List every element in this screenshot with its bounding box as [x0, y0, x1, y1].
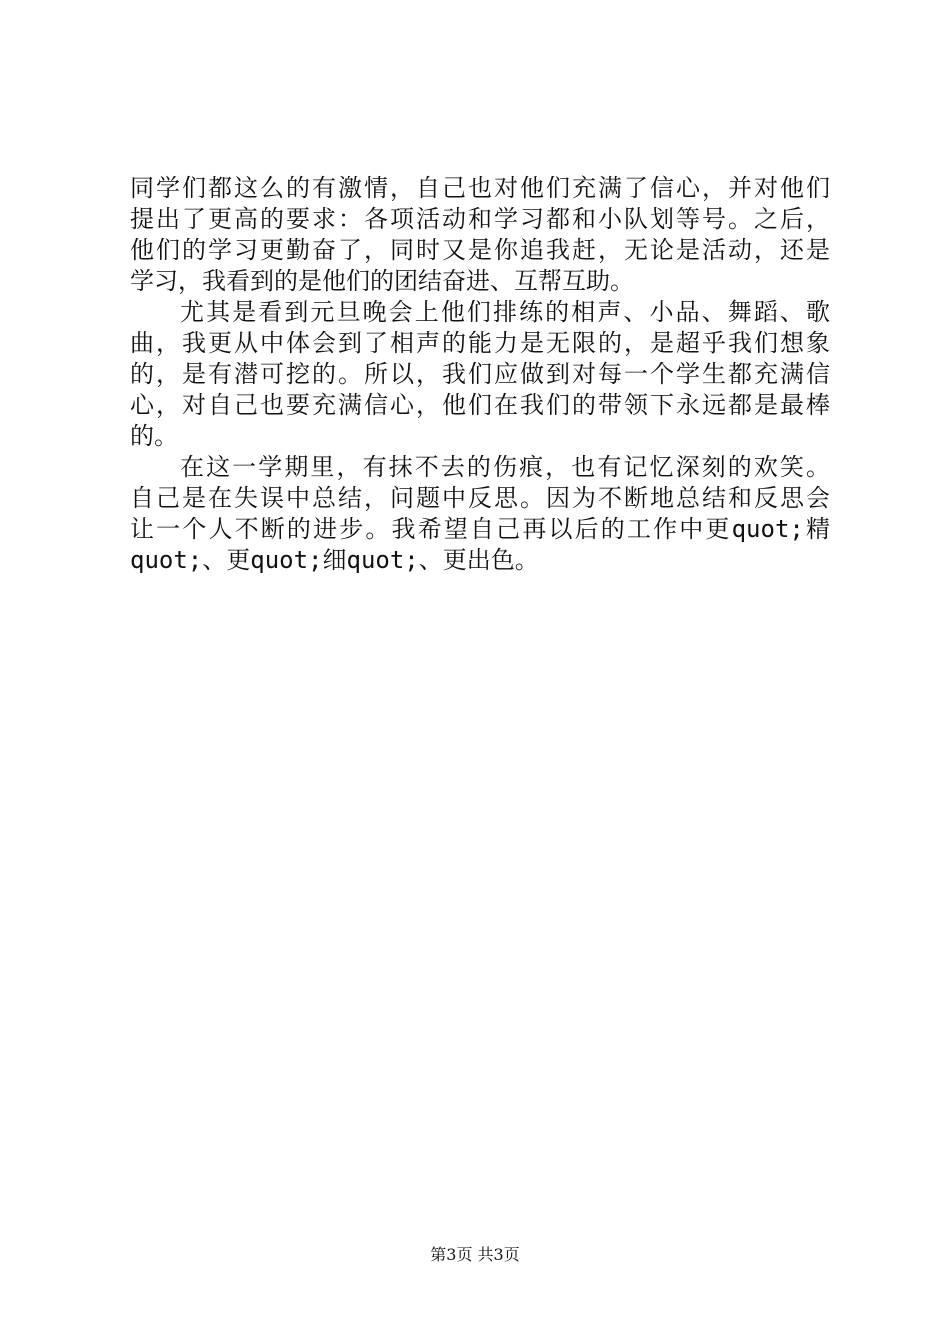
- text-line: 让一个人不断的进步。我希望自己再以后的工作中更quot;精: [130, 515, 830, 543]
- paragraph-1: [130, 173, 830, 297]
- paragraph-3: [130, 452, 830, 576]
- text-line: 提出了更高的要求：各项活动和学习都和小队划等号。之后，: [130, 205, 830, 233]
- text-line: 的，是有潜可挖的。所以，我们应做到对每一个学生都充满信: [130, 360, 830, 388]
- text-line: 曲，我更从中体会到了相声的能力是无限的，是超乎我们想象: [130, 329, 830, 357]
- text-line: 同学们都这么的有激情，自己也对他们充满了信心，并对他们: [130, 174, 830, 202]
- text-line: 他们的学习更勤奋了，同时又是你追我赶，无论是活动，还是: [130, 236, 830, 264]
- text-line: 在这一学期里，有抹不去的伤痕，也有记忆深刻的欢笑。: [180, 453, 830, 481]
- text-line: 心，对自己也要充满信心，他们在我们的带领下永远都是最棒: [130, 391, 830, 419]
- paragraph-2: [130, 297, 830, 452]
- text-line: 的。: [130, 422, 178, 450]
- text-line: quot;、更quot;细quot;、更出色。: [130, 546, 539, 574]
- text-line: 尤其是看到元旦晚会上他们排练的相声、小品、舞蹈、歌: [180, 298, 830, 326]
- document-body: [130, 173, 830, 576]
- page-number-footer: 第3页 共3页: [430, 1245, 520, 1264]
- text-line: 自己是在失误中总结，问题中反思。因为不断地总结和反思会: [130, 484, 830, 512]
- text-line: 学习，我看到的是他们的团结奋进、互帮互助。: [130, 267, 634, 295]
